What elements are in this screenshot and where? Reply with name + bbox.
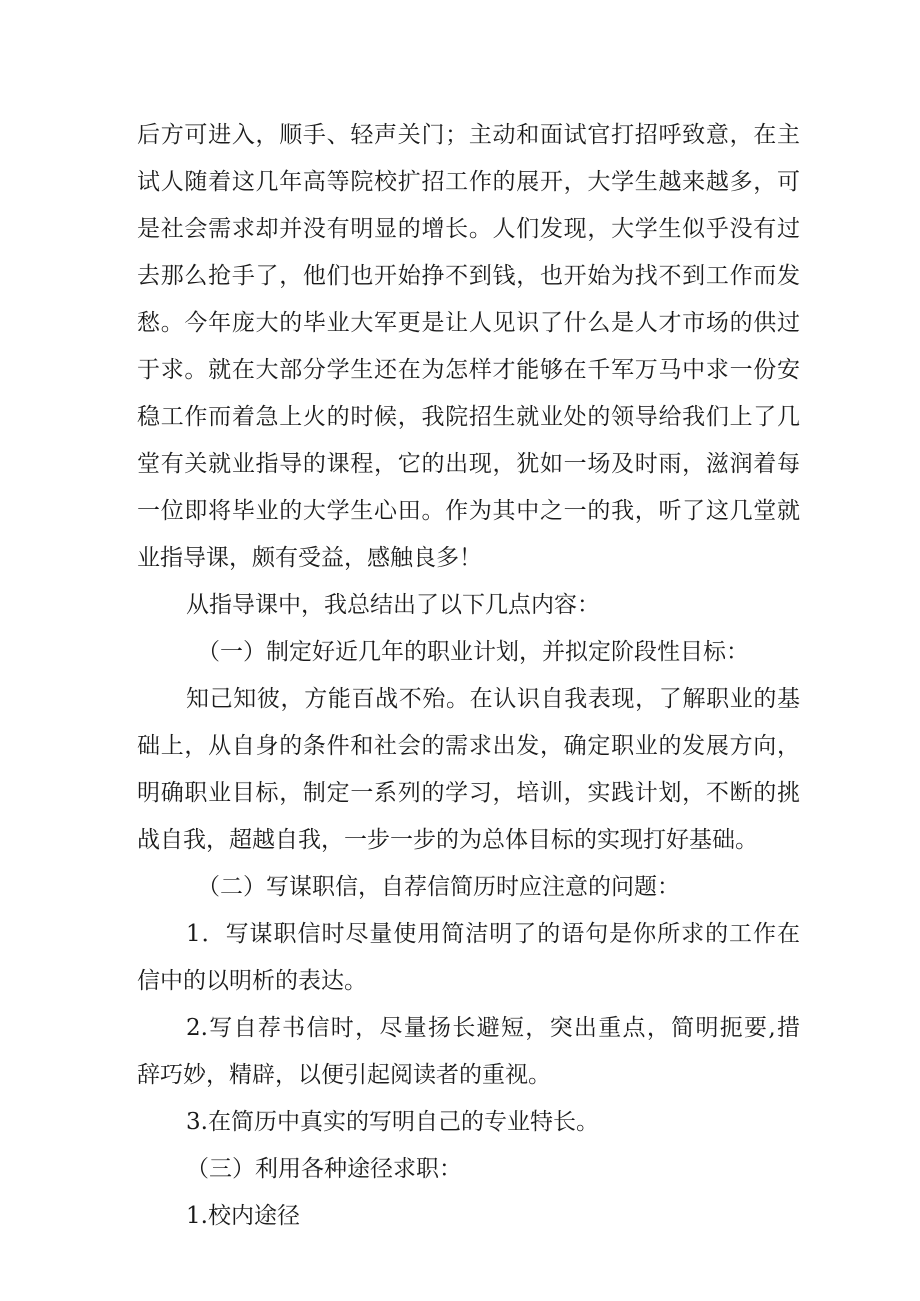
text-line: 试人随着这几年高等院校扩招工作的展开，大学生越来越多，可: [137, 169, 800, 195]
text-line: 稳工作而着急上火的时候，我院招生就业处的领导给我们上了几: [137, 404, 800, 430]
text-line: 后方可进入，顺手、轻声关门；主动和面试官打招呼致意，在主: [137, 122, 800, 148]
section-heading: （三）利用各种途径求职：: [186, 1156, 462, 1182]
text-line: 堂有关就业指导的课程，它的出现，犹如一场及时雨，滋润着每: [137, 451, 800, 477]
text-line: 础上，从自身的条件和社会的需求出发，确定职业的发展方向，: [137, 733, 800, 759]
text-line: 信中的以明析的表达。: [137, 968, 367, 994]
text-line: 是社会需求却并没有明显的增长。人们发现，大学生似乎没有过: [137, 216, 800, 242]
text-line: 从指导课中，我总结出了以下几点内容：: [186, 592, 600, 618]
list-item: 3.在简历中真实的写明自己的专业特长。: [186, 1109, 599, 1135]
list-item: 1.校内途径: [186, 1203, 300, 1229]
text-line: 知己知彼，方能百战不殆。在认识自我表现，了解职业的基: [186, 686, 800, 712]
list-item: 1．写谋职信时尽量使用简洁明了的语句是你所求的工作在: [186, 921, 800, 947]
text-line: 一位即将毕业的大学生心田。作为其中之一的我，听了这几堂就: [137, 498, 800, 524]
text-line: 战自我，超越自我，一步一步的为总体目标的实现打好基础。: [137, 827, 758, 853]
text-line: 愁。今年庞大的毕业大军更是让人见识了什么是人才市场的供过: [137, 310, 800, 336]
text-line: 业指导课，颇有受益，感触良多！: [137, 545, 482, 571]
section-heading: （一）制定好近几年的职业计划，并拟定阶段性目标：: [197, 639, 749, 665]
section-heading: （二）写谋职信，自荐信简历时应注意的问题：: [197, 874, 680, 900]
text-line: 明确职业目标，制定一系列的学习，培训，实践计划，不断的挑: [137, 780, 800, 806]
list-item: 2.写自荐书信时，尽量扬长避短，突出重点，简明扼要,措: [186, 1015, 800, 1041]
text-line: 辞巧妙，精辟，以便引起阅读者的重视。: [137, 1062, 551, 1088]
text-line: 于求。就在大部分学生还在为怎样才能够在千军万马中求一份安: [137, 357, 800, 383]
text-line: 去那么抢手了，他们也开始挣不到钱，也开始为找不到工作而发: [137, 263, 800, 289]
